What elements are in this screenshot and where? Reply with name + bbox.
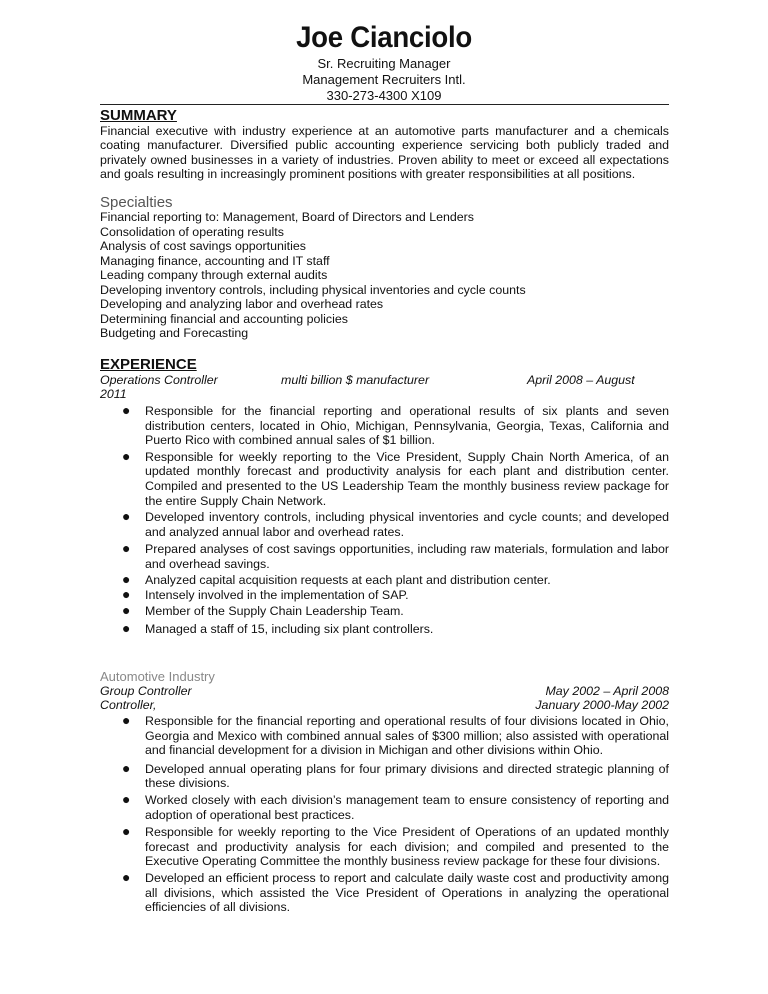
bullet-icon: ● bbox=[122, 823, 131, 840]
bullet-icon: ● bbox=[122, 402, 131, 418]
job3-dates: January 2000-May 2002 bbox=[535, 698, 669, 712]
bullet-icon: ● bbox=[122, 620, 131, 637]
job1-dates-continued: 2011 bbox=[100, 387, 127, 401]
bullet-icon: ● bbox=[122, 868, 131, 885]
summary-heading: SUMMARY bbox=[100, 107, 177, 124]
experience-heading: EXPERIENCE bbox=[100, 356, 197, 373]
specialty-item: Determining financial and accounting policies bbox=[100, 312, 348, 326]
specialty-item: Financial reporting to: Management, Board of Directors and Lenders bbox=[100, 210, 474, 224]
list-item: ● Responsible for the financial reporting and operational results of four divisions located in Ohio, Georgia and Mexico with combined annual sales of $300 million; also assisted with operational and financial development for a division in Michigan and other divisions within Ohio. bbox=[122, 712, 669, 758]
specialty-item: Analysis of cost savings opportunities bbox=[100, 239, 306, 253]
list-item: ● Responsible for the financial reporting and operational results of six plants and seven distribution centers, located in Ohio, Michigan, Pennsylvania, Georgia, Texas, California and Puerto Rico with combined annual sales of $1 billion. bbox=[122, 402, 669, 448]
job1-dates: April 2008 – August bbox=[527, 373, 635, 387]
list-item: ● Managed a staff of 15, including six plant controllers. bbox=[122, 620, 434, 637]
bullet-icon: ● bbox=[122, 601, 131, 618]
contact-title: Sr. Recruiting Manager bbox=[317, 56, 451, 71]
specialty-item: Leading company through external audits bbox=[100, 268, 328, 282]
specialties-heading: Specialties bbox=[100, 194, 173, 211]
list-item: ● Analyzed capital acquisition requests at each plant and distribution center. bbox=[122, 570, 551, 587]
summary-text: Financial executive with industry experience at an automotive parts manufacturer and a chemicals coating manufacturer. Diversified public accounting experience servicing both publicly traded and privately owned businesses in a variety of industries. Proven ability to meet or exceed all expectations and goals resulting in increasingly prominent positions with greater responsibilities at all positions. bbox=[100, 124, 669, 182]
job1-company: multi billion $ manufacturer bbox=[281, 373, 430, 387]
bullet-icon: ● bbox=[122, 712, 131, 728]
job3-role: Controller, bbox=[100, 698, 157, 712]
bullet-icon: ● bbox=[122, 508, 131, 525]
list-item: ● Developed inventory controls, including physical inventories and cycle counts; and developed and analyzed annual labor and overhead rates. bbox=[122, 508, 669, 539]
specialty-item: Developing inventory controls, including physical inventories and cycle counts bbox=[100, 283, 526, 297]
contact-phone: 330-273-4300 X109 bbox=[326, 88, 442, 103]
list-item: ● Responsible for weekly reporting to the Vice President, Supply Chain North America, of an updated monthly forecast and productivity analysis for each plant and distribution center. Compiled and presented to the US Leadership Team the monthly business review package for the entire Supply Chain Network. bbox=[122, 447, 669, 508]
list-item: ● Worked closely with each division’s management team to ensure consistency of reporting and adoption of operational best practices. bbox=[122, 790, 669, 822]
bullet-icon: ● bbox=[122, 586, 131, 603]
bullet-icon: ● bbox=[122, 759, 131, 776]
job1-role: Operations Controller bbox=[100, 373, 218, 387]
specialty-item: Managing finance, accounting and IT staff bbox=[100, 254, 330, 268]
specialty-item: Consolidation of operating results bbox=[100, 225, 284, 239]
list-item: ● Responsible for weekly reporting to the Vice President of Operations of an updated monthly forecast and productivity analysis for each division; and compiled and presented to the Executive Operating Committee the monthly business review package for these four divisions. bbox=[122, 823, 669, 869]
bullet-icon: ● bbox=[122, 447, 131, 464]
job2-bullet-list bbox=[122, 712, 669, 915]
bullet-icon: ● bbox=[122, 790, 131, 807]
list-item: ● Member of the Supply Chain Leadership Team. bbox=[122, 601, 404, 618]
job2-dates: May 2002 – April 2008 bbox=[545, 684, 669, 698]
list-item: ● Developed annual operating plans for four primary divisions and directed strategic planning of these divisions. bbox=[122, 759, 669, 791]
list-item: ● Prepared analyses of cost savings opportunities, including raw materials, formulation and labor and overhead savings. bbox=[122, 540, 669, 571]
list-item: ● Intensely involved in the implementation of SAP. bbox=[122, 586, 409, 603]
contact-company: Management Recruiters Intl. bbox=[302, 72, 466, 87]
specialty-item: Developing and analyzing labor and overhead rates bbox=[100, 297, 384, 311]
header-divider bbox=[100, 104, 669, 105]
industry-heading: Automotive Industry bbox=[100, 669, 215, 684]
job1-bullet-list bbox=[122, 402, 669, 637]
candidate-name: Joe Cianciolo bbox=[296, 21, 472, 54]
bullet-icon: ● bbox=[122, 570, 131, 587]
job2-role: Group Controller bbox=[100, 684, 192, 698]
specialty-item: Budgeting and Forecasting bbox=[100, 326, 249, 340]
bullet-icon: ● bbox=[122, 540, 131, 557]
list-item: ● Developed an efficient process to report and calculate daily waste cost and productivity among all divisions, which assisted the Vice President of Operations in analyzing the operational efficiencies of all divisions. bbox=[122, 868, 669, 915]
